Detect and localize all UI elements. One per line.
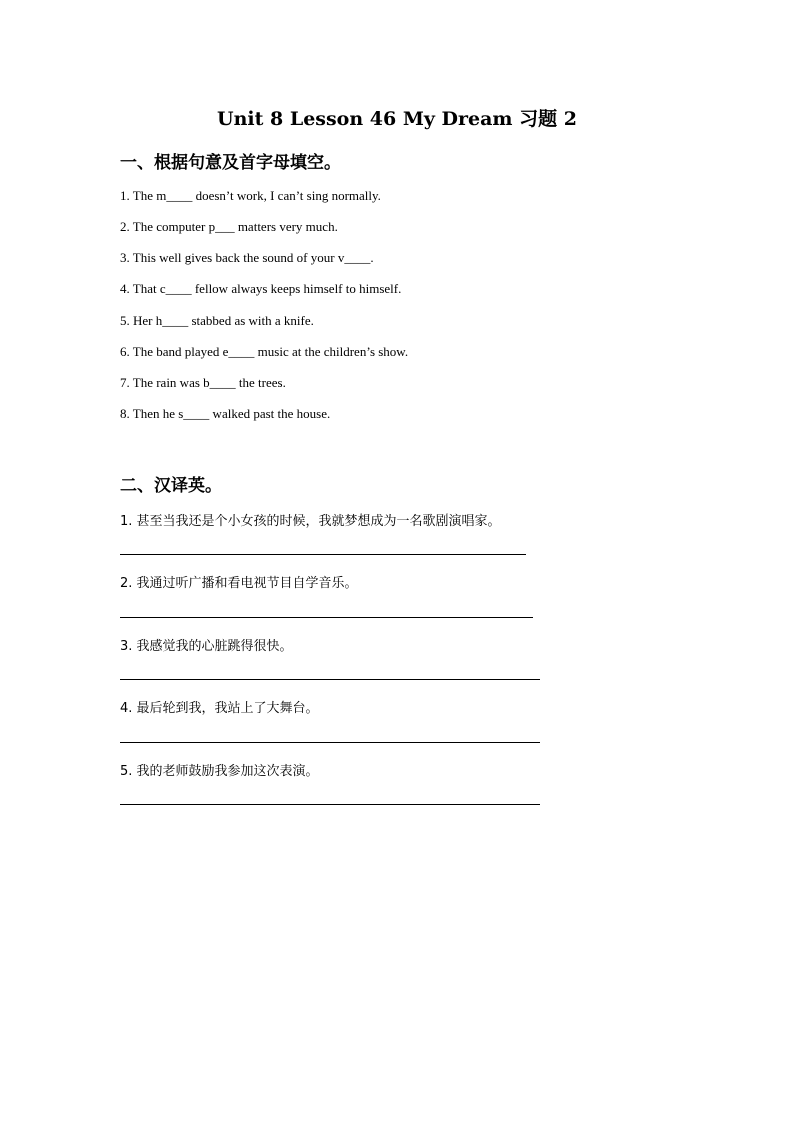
fill-in-item-6: 6. The band played e____ music at the children’s show. xyxy=(120,344,409,359)
section-heading-fill-in: 一、根据句意及首字母填空。 xyxy=(120,153,341,173)
answer-line-3[interactable] xyxy=(120,679,540,680)
answer-line-2[interactable] xyxy=(120,617,533,618)
fill-in-item-7: 7. The rain was b____ the trees. xyxy=(120,375,286,390)
translation-item-1: 1. 甚至当我还是个小女孩的时候，我就梦想成为一名歌剧演唱家。 xyxy=(120,514,501,529)
translation-item-5: 5. 我的老师鼓励我参加这次表演。 xyxy=(120,764,319,779)
answer-line-4[interactable] xyxy=(120,742,540,743)
fill-in-item-5: 5. Her h____ stabbed as with a knife. xyxy=(120,313,314,328)
translation-item-3: 3. 我感觉我的心脏跳得很快。 xyxy=(120,639,293,654)
section-heading-translation: 二、汉译英。 xyxy=(120,476,222,496)
answer-line-5[interactable] xyxy=(120,804,540,805)
fill-in-item-2: 2. The computer p___ matters very much. xyxy=(120,219,338,234)
translation-item-2: 2. 我通过听广播和看电视节目自学音乐。 xyxy=(120,576,358,591)
translation-item-4: 4. 最后轮到我，我站上了大舞台。 xyxy=(120,701,319,716)
answer-line-1[interactable] xyxy=(120,554,526,555)
fill-in-item-4: 4. That c____ fellow always keeps himself to himself. xyxy=(120,281,402,296)
fill-in-item-1: 1. The m____ doesn’t work, I can’t sing normally. xyxy=(120,188,381,203)
page-title: Unit 8 Lesson 46 My Dream 习题 2 xyxy=(217,108,577,130)
fill-in-item-8: 8. Then he s____ walked past the house. xyxy=(120,406,331,421)
fill-in-item-3: 3. This well gives back the sound of your v____. xyxy=(120,250,374,265)
